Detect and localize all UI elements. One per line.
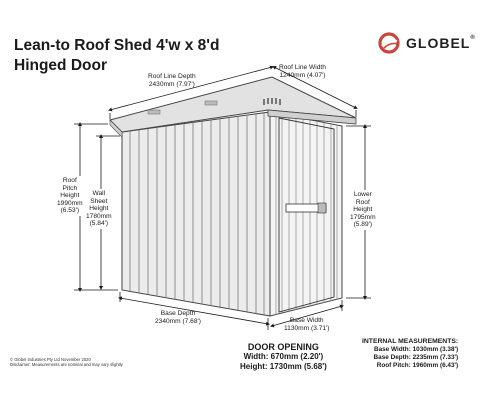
shed-front-wall <box>270 112 342 316</box>
title-line-1: Lean-to Roof Shed 4'w x 8'd <box>14 37 220 54</box>
internal-measurements-heading: INTERNAL MEASUREMENTS: <box>362 338 459 345</box>
wall-sheet-height-label: Wall Sheet Height 1780mm (5.84') <box>86 190 112 228</box>
internal-measurements <box>362 338 458 370</box>
internal-roof-pitch: Roof Pitch: 1960mm (6.43') <box>376 362 459 369</box>
footer <box>10 357 123 367</box>
door-handle <box>286 203 326 213</box>
shed-side-wall <box>122 112 270 316</box>
base-depth-label: Base Depth 2340mm (7.68') <box>155 310 201 325</box>
internal-base-width: Base Width: 1030mm (3.38') <box>373 346 459 353</box>
roof-line-depth-label: Roof Line Depth 2430mm (7.97') <box>148 73 196 88</box>
door-opening <box>240 342 327 372</box>
door-opening-height: Height: 1730mm (5.68') <box>240 362 327 371</box>
internal-base-depth: Base Depth: 2235mm (7.33') <box>373 354 459 361</box>
lower-roof-height-label: Lower Roof Height 1795mm (5.89') <box>350 191 376 229</box>
brand-name: GLOBEL® <box>406 35 476 51</box>
footer-copyright: © Globel Industries Pty Ltd November 2020 <box>10 357 91 362</box>
roof-line-width-label: Roof Line Width 1240mm (4.07') <box>279 64 326 79</box>
door-opening-width: Width: 670mm (2.20') <box>243 352 324 361</box>
base-width-label: Base Width 1130mm (3.71') <box>284 317 330 332</box>
door-opening-heading: DOOR OPENING <box>247 342 319 352</box>
title-line-2: Hinged Door <box>14 57 107 74</box>
roof-pitch-height-label: Roof Pitch Height 1990mm (6.53') <box>57 177 83 215</box>
footer-disclaimer: Disclaimer: Measurements are nominal and may vary slightly <box>10 362 123 368</box>
